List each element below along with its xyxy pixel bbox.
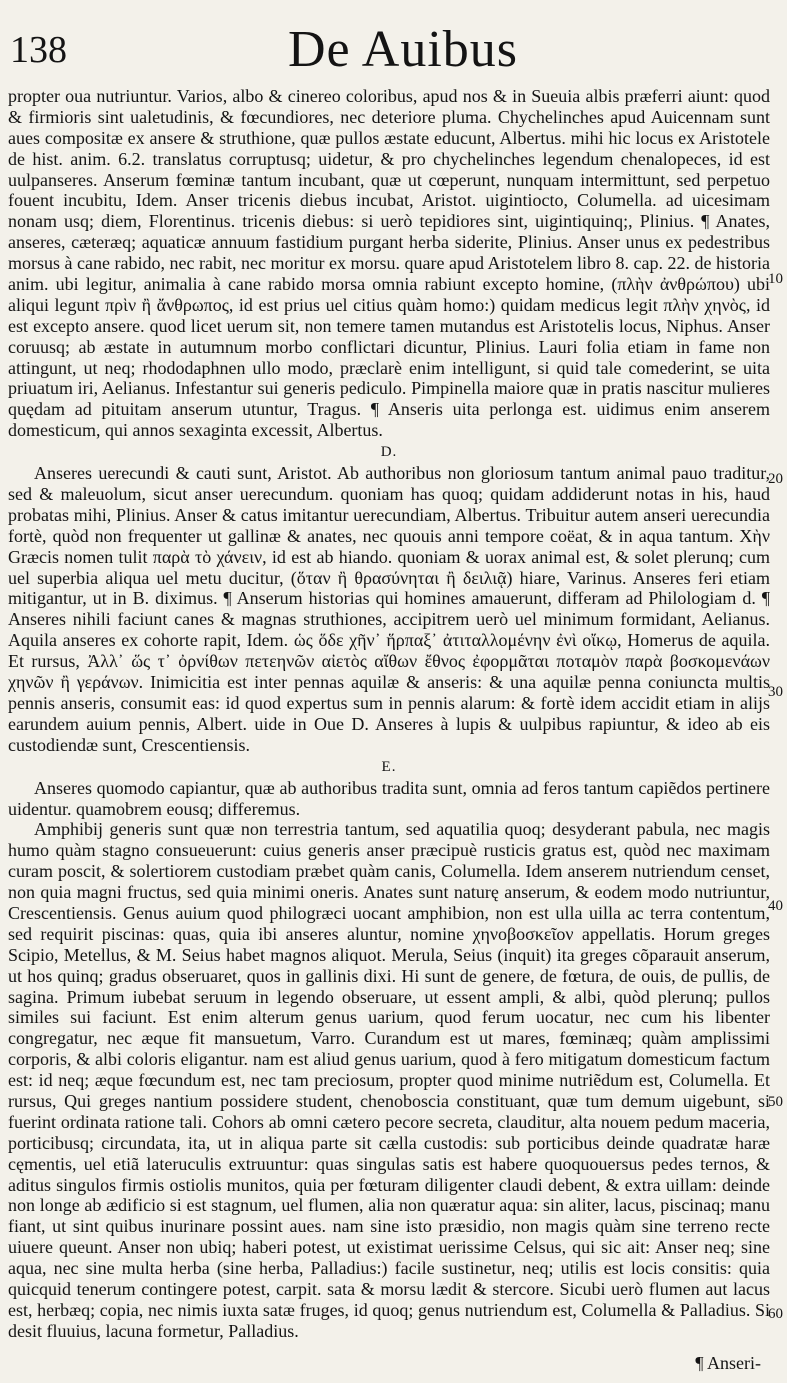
margin-line-number: 30 xyxy=(768,684,783,700)
paragraph: Amphibij generis sunt quæ non terrestria tantum, sed aquatilia quoq; desyderant pabula, nec magis humo quàm stagno consueuerunt: cuius generis anser præcipuè rusticis gratus est, quòd nec maximam curam poscit, & solertiorem custodiam præbet quàm canis, Columella. Idem anserem nutriendum censet, non quia magni fructus, sed quia minimi oneris. Anates sunt naturę anserum, & eodem modo nutriuntur, Crescentiensis. Genus auium quod philogræci uocant amphibion, non est ulla uilla ac terra contentum, sed requirit piscinas: quas, quia ibi anseres aluntur, nomine χηνοβοσκεῖον appellatis. Horum greges Scipio, Metellus, & M. Seius habet magnos aliquot. Merula, Seius (inquit) ita greges cõparauit anserum, ut hos quinq; gradus obseruaret, quos in gallinis dixi. Hi sunt de genere, de fœtura, de ouis, de pullis, de sagina. Primum iubebat seruum in legendo obseruare, ut essent ampli, & albi, quòd plerunq; pullos similes sui faciunt. Est enim alterum genus uarium, quod ferum uocatur, nec cum his libenter congregatur, nec æque fit mansuetum, Varro. Curandum est ut mares, fœminæq; quàm amplissimi corporis, & albi coloris eligantur. nam est aliud genus uarium, quod à fero mitigatum domesticum factum est: id neq; æque fœcundum est, nec tam preciosum, propter quod minime nutriẽdum est, Columella. Et rursus, Qui greges nantium possidere student, chenoboscia constituant, quæ tum demum uigebunt, si fuerint ordinata ratione tali. Cohors ab omni cætero pecore secreta, clauditur, alta nouem pedum maceria, porticibusq; circundata, ita, ut in aliqua parte sit cælla custodis: sub porticibus deinde quadratæ haræ cęmentis, uel etiã lateruculis extruuntur: quas singulas satis est habere quoquouersus pedes ternos, & aditus singulos firmis ostiolis munitos, quia per fœturam diligenter claudi debent, & extra uillam: deinde non longe ab ædificio si est stagnum, uel flumen, alia non quæratur aqua: sin aliter, lacus, piscinaq; manu fiant, ut sint quibus inurinare possint aues. nam sine isto præsidio, non magis quàm sine terreno recte uiuere queunt. Anser non ubiq; haberi potest, ut existimat uerissime Celsus, qui sic ait: Anser neq; sine aqua, nec sine multa herba (sine herba, Palladius:) facile sustinetur, neq; utilis est locis consitis: quia quicquid tenerum contingere potest, carpit. sata & morsu lædit & stercore. Sicubi uerò flumen aut lacus est, herbæq; copia, nec nimis iuxta satæ fruges, id quoq; genus nutriendum est, Columella & Palladius. Si desit fluuius, lacuna formetur, Palladius. xyxy=(8,819,770,1341)
body-text xyxy=(8,86,770,1342)
section-heading-e: E. xyxy=(381,758,397,775)
section-heading-d: D. xyxy=(380,444,398,461)
paragraph-continued: propter oua nutriuntur. Varios, albo & cinereo coloribus, apud nos & in Sueuia albis præferri aiunt: quod & firmioris sint ualetudinis, & fœcundiores, nec deteriore pluma. Chychelinches apud Auicennam sunt aues compositæ ex ansere & struthione, quæ pullos æstate educunt, Albertus. mihi hic locus ex Aristotele de hist. anim. 6.2. translatus corruptusq; uidetur, & pro chychelinches legendum chenalopeces, id est uulpanseres. Anserum fœminæ tantum incubant, quæ ut cœperunt, nunquam intermittunt, sed perpetuo fouent incubitu, Idem. Anser tricenis diebus incubat, Aristot. uigintiocto, Columella. ad uicesimam nonam usq; diem, Florentinus. tricenis diebus: si uerò tepidiores sint, uigintiquinq;, Plinius. ¶ Anates, anseres, cæteræq; aquaticæ annuum fastidium purgant herba siderite, Plinius. Anser unus ex pedestribus morsus à cane rabido, nec rabit, nec moritur ex morsu. quare apud Aristotelem libro 8. cap. 22. de historia anim. ubi legitur, animalia à cane rabido morsa omnia rabiunt excepto homine, (πλὴν ἀνθρώπου) ubi aliqui legunt πρὶν ἢ ἄνθρωπος, id est prius uel citius quàm homo:) quidam medicus legit πλὴν χηνὸς, id est excepto ansere. quod licet uerum sit, non temere tamen mutandus est Aristotelis locus, Niphus. Anser coruusq; ab æstate in autumnum morbo conflictari dicuntur, Plinius. Lauri folia etiam in fame non attingunt, ut neq; rhododaphnen ullo modo, præclarè enim intelligunt, si quid tale comederint, se uita priuatum iri, Aelianus. Infestantur sui generis pediculo. Pimpinella maiore quæ in pratis nascitur mulieres quędam ad pituitam anserum utuntur, Tragus. ¶ Anseris uita perlonga est. uidimus enim anserem domesticum, qui annos sexaginta excessit, Albertus. xyxy=(8,86,770,441)
paragraph: Anseres quomodo capiantur, quæ ab authoribus tradita sunt, omnia ad feros tantum capiẽdos pertinere uidentur. quamobrem eousq; differemus. xyxy=(8,777,770,819)
margin-line-number: 20 xyxy=(768,471,783,487)
page-header xyxy=(10,22,780,78)
margin-line-number: 40 xyxy=(768,898,783,914)
margin-line-number: 50 xyxy=(768,1094,783,1110)
catchword: ¶ Anseri- xyxy=(695,1353,761,1373)
running-head: De Auibus xyxy=(288,21,518,78)
page-number: 138 xyxy=(10,29,67,71)
margin-line-number: 10 xyxy=(768,271,783,287)
paragraph: Anseres uerecundi & cauti sunt, Aristot. Ab authoribus non gloriosum tantum animal pauo traditur, sed & maleuolum, sicut anser uerecundum. quoniam has quoq; quidam addiderunt notas in his, haud probatas mihi, Plinius. Anser & catus imitantur uerecundiam, Albertus. Tribuitur autem anseri uerecundia fortè, quòd non frequenter ut gallinæ & anates, nec quouis anni tempore coëat, & in aqua tantum. Χὴν Græcis nomen tulit παρὰ τὸ χάνειν, id est ab hiando. quoniam & uorax animal est, & solet plerunq; cum uel superbia aliqua uel metu ducitur, (ὅταν ἢ θρασύνηται ἢ δειλιᾷ) hiare, Varinus. Anseres feri etiam mitigantur, ut in B. diximus. ¶ Anserum historias qui homines amauerunt, differam ad Philologiam d. ¶ Anseres nihili faciunt canes & magnas struthiones, accipitrem uerò uel minimum formidant, Aelianus. Aquila anseres ex cohorte rapit, Idem. ὡς ὅδε χῆν᾽ ἥρπαξ᾽ ἀτιταλλομένην ἐνὶ οἴκῳ, Homerus de aquila. Et rursus, Ἀλλ᾽ ὥς τ᾽ ὀρνίθων πετεηνῶν αἰετὸς αἴθων ἔθνος ἐφορμᾶται ποταμὸν παρὰ βοσκομενάων χηνῶν ἢ γεράνων. Inimicitia est inter pennas aquilæ & anseris: & una aquilæ penna coniuncta multis pennis anseris, consumit eas: id quod expertus sum in pennis alarum: & fortè idem accidit etiam in alijs earundem auium pennis, Albert. uide in Oue D. Anseres à lupis & uulpibus rapiuntur, & ideo ab eis custodiendæ sunt, Crescentiensis. xyxy=(8,463,770,755)
margin-line-number: 60 xyxy=(768,1306,783,1322)
